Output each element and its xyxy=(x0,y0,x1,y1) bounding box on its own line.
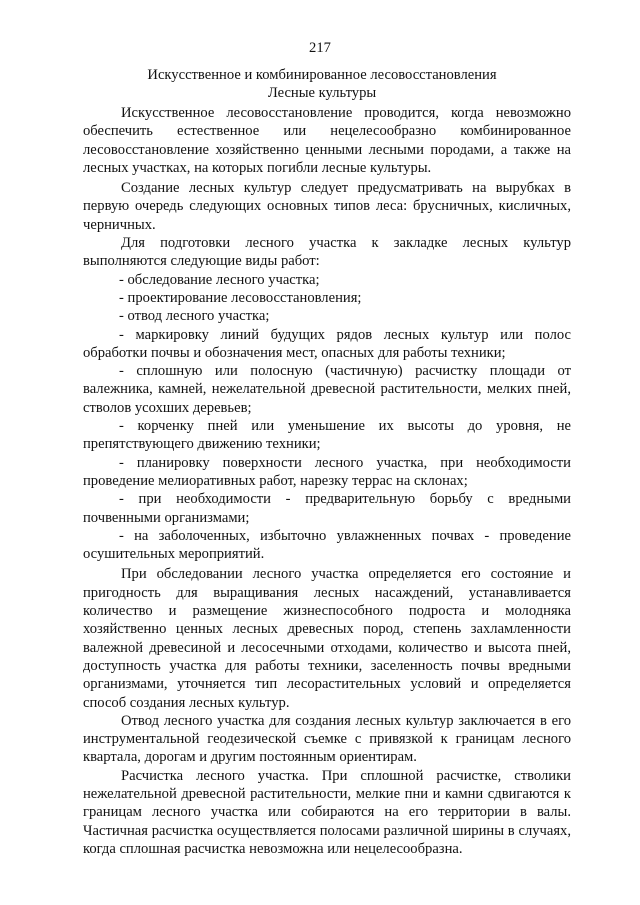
paragraph: Искусственное лесовосстановление проводится, когда невозможно обеспечить естественное или нецелесообразно комбинированное лесовосстановление хозяйственно ценными лесными породами, а также на лесных участках, на которых погибли лесные культуры. xyxy=(83,105,571,176)
work-list xyxy=(83,271,571,564)
paragraph: При обследовании лесного участка определяется его состояние и пригодность для выращивания лесных насаждений, устанавливается количество и размещение жизнеспособного подроста и молодняка хозяйственно ценных лесных древесных пород, степень захламленности валежной древесиной и лесосечными отходами, количество и высота пней, доступность участка для работы техники, заселенность почвы вредными организмами, уточняется тип лесорастительных условий и определяется способ создания лесных культур. xyxy=(83,566,571,711)
paragraph: Создание лесных культур следует предусматривать на вырубках в первую очередь следующих основных типов леса: брусничных, кисличных, черничных. xyxy=(83,180,571,233)
heading-title: Искусственное и комбинированное лесовосстановления xyxy=(147,67,497,83)
list-item: - обследование лесного участка; xyxy=(119,271,320,288)
paragraph: Для подготовки лесного участка к закладке лесных культур выполняются следующие виды работ: xyxy=(83,235,571,270)
list-item: - сплошную или полосную (частичную) расчистку площади от валежника, камней, нежелательной древесной растительности, мелких пней, стволов усохших деревьев; xyxy=(83,363,571,416)
list-item: - проектирование лесовосстановления; xyxy=(119,289,362,306)
list-item: - корченку пней или уменьшение их высоты до уровня, не препятствующего движению техники; xyxy=(83,418,571,453)
heading-subtitle: Лесные культуры xyxy=(267,85,377,102)
document-body xyxy=(83,104,571,858)
section-heading xyxy=(83,66,561,103)
list-item: - отвод лесного участка; xyxy=(119,308,270,325)
list-item: - планировку поверхности лесного участка, при необходимости проведение мелиоративных работ, нарезку террас на склонах; xyxy=(83,454,571,489)
list-item: - маркировку линий будущих рядов лесных культур или полос обработки почвы и обозначения мест, опасных для работы техники; xyxy=(83,326,571,361)
paragraph: Отвод лесного участка для создания лесных культур заключается в его инструментальной геодезической съемке с привязкой к границам лесного квартала, дорогам и другим постоянным ориентирам. xyxy=(83,712,571,766)
paragraph: Расчистка лесного участка. При сплошной расчистке, стволики нежелательной древесной растительности, мелкие пни и камни сдвигаются к границам лесного участка или собираются на его территории в валы. Частичная расчистка осуществляется полосами различной ширины в случаях, когда сплошная расчистка невозможна или нецелесообразна. xyxy=(83,767,571,857)
list-item: - при необходимости - предварительную борьбу с вредными почвенными организмами; xyxy=(83,491,571,526)
page-number: 217 xyxy=(309,40,331,56)
list-item: - на заболоченных, избыточно увлажненных почвах - проведение осушительных мероприятий. xyxy=(83,527,571,563)
